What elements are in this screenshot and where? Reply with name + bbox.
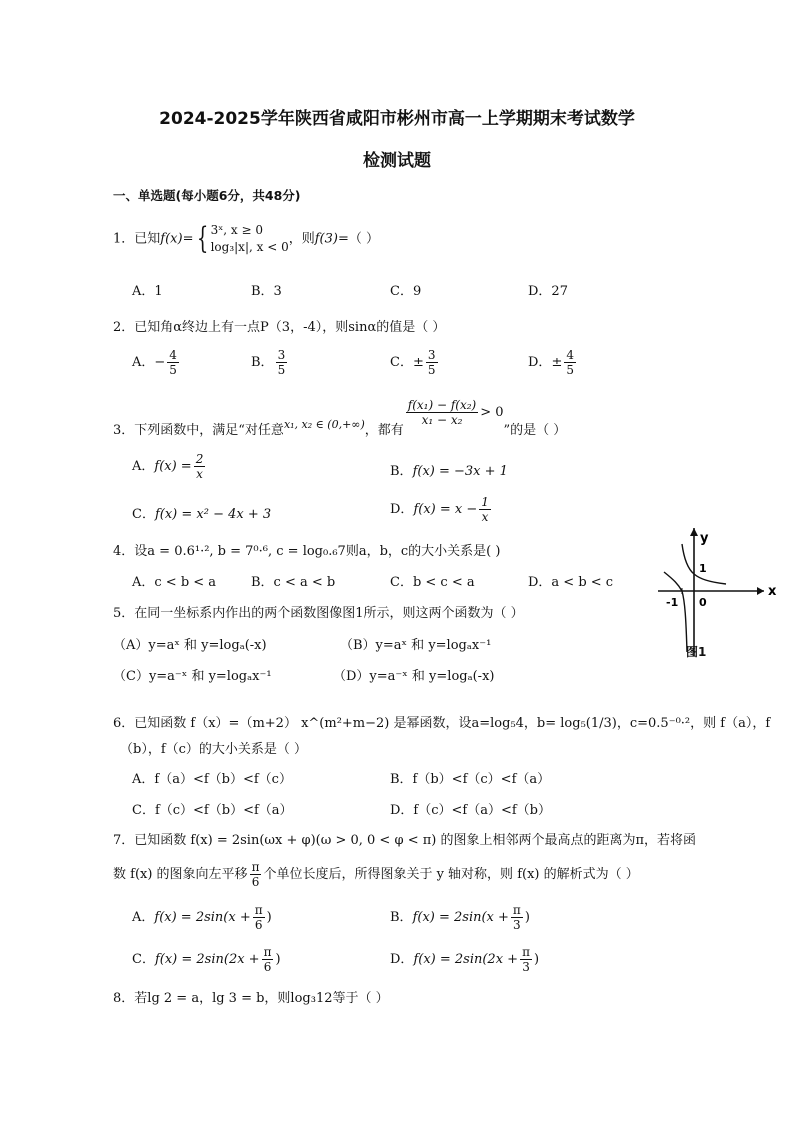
function-name: f(x)= [160,231,194,247]
numerator: π [251,860,260,874]
question-7 [113,829,696,848]
option-c[interactable]: （C）y=a⁻ˣ 和 y=logₐx⁻¹ [113,669,272,684]
denominator: x₁ − x₂ [421,413,463,427]
option-expression: f(x) = x² − 4x + 3 [154,507,272,522]
numerator: 4 [566,348,574,362]
denominator: 5 [566,363,574,377]
sign: ± [412,355,424,370]
option-a[interactable] [132,452,207,481]
option-d[interactable]: D．a < b < c [528,575,614,590]
piecewise-definition [211,222,289,256]
option-a[interactable]: A．f（a）<f（b）<f（c） [132,772,292,787]
close-paren: ) [524,910,530,925]
numerator: 1 [481,495,489,509]
question-stem: ，则 [288,231,315,247]
option-expression: f(x) = 2sin(x + [154,910,251,925]
numerator: 3 [427,348,436,362]
question-8 [113,987,389,1006]
question-stem: 已知 [134,231,161,247]
option-expression: f(x) = −3x + 1 [412,464,508,479]
denominator: 5 [277,363,286,377]
option-label: D． [528,355,552,370]
option-d[interactable]: D．f（c）<f（a）<f（b） [390,803,551,818]
page-subtitle: 检测试题 [363,151,431,171]
fraction [194,452,206,481]
question-number: 6． [113,716,135,731]
option-a[interactable] [132,348,181,377]
inequality: > 0 [480,405,504,420]
close-paren: ) [275,952,281,967]
option-label: D． [390,502,414,517]
denominator: 6 [251,875,260,889]
fraction [426,348,438,377]
question-stem: 已知角α终边上有一点P（3，-4），则sinα的值是（ ） [134,320,446,335]
denominator: 5 [169,363,177,377]
question-stem: 数 f(x) 的图象向左平移 [113,867,248,882]
option-label: C． [132,952,155,967]
question-stem: 个单位长度后，所得图象关于 y 轴对称，则 f(x) 的解析式为（ ） [263,867,639,882]
figure-caption: 图1 [686,645,707,659]
option-label: C． [132,507,155,522]
denominator: 3 [522,960,530,974]
question-number: 3． [113,423,135,438]
question-stem: ”的是（ ） [503,423,567,438]
option-expression: f(x) = 2sin(x + [412,910,509,925]
option-b[interactable] [390,903,530,932]
logarithmic-curve [664,572,687,652]
option-d[interactable] [390,945,539,974]
option-label: A． [132,459,155,474]
question-2 [113,316,445,335]
fraction [253,903,265,932]
denominator: 6 [254,918,263,932]
option-expression: f(x) = [154,459,192,474]
question-number: 2． [113,320,135,335]
y-axis-label: y [700,531,709,546]
option-b[interactable]: B．f（b）<f（c）<f（a） [390,772,551,787]
option-c[interactable] [132,503,271,522]
question-1 [113,222,379,256]
option-a[interactable]: A．c < b < a [132,575,217,590]
question-5 [113,602,524,621]
fraction [167,348,179,377]
question-stem: 已知函数 f(x) = 2sin(ωx + φ)(ω > 0, 0 < φ < π) 的图象上相邻两个最高点的距离为π，若将函 [134,833,697,848]
question-number: 7． [113,833,135,848]
close-paren: ) [533,952,540,967]
denominator: 6 [263,960,272,974]
question-number: 4． [113,544,135,559]
option-label: D． [390,952,414,967]
question-7-continued [113,860,639,889]
question-stem: ，都有 [364,423,404,438]
x-axis-arrow [757,587,764,595]
question-stem: 若lg 2 = a，lg 3 = b，则log₃12等于（ ） [134,991,389,1006]
denominator: x [196,467,203,481]
option-label: B． [390,464,413,479]
question-stem: 设a = 0.6¹·², b = 7⁰·⁶, c = log₀.₆7则a，b，c的大小关系是( ) [134,544,501,559]
option-d[interactable]: D．27 [528,284,568,299]
option-c[interactable] [390,348,440,377]
numerator: f(x₁) − f(x₂) [407,398,477,412]
fraction [479,495,491,524]
section-heading: 一、单选题(每小题6分，共48分) [113,188,301,203]
question-3 [113,398,566,438]
option-c[interactable]: C．9 [390,284,422,299]
piece-1: 3ˣ, x ≥ 0 [210,223,264,237]
option-label: C． [390,355,413,370]
option-expression: f(x) = 2sin(2x + [413,952,519,967]
question-stem: 下列函数中，满足“对任意 [134,423,284,438]
page-title: 2024-2025学年陕西省咸阳市彬州市高一上学期期末考试数学 [159,109,635,129]
option-label: A． [132,355,155,370]
option-a[interactable]: （A）y=aˣ 和 y=logₐ(-x) [113,638,267,653]
question-6-continued: （b），f（c）的大小关系是（ ） [120,742,308,757]
option-expression: f(x) = 2sin(2x + [154,952,260,967]
option-b[interactable]: B．c < a < b [251,575,336,590]
fraction [564,348,576,377]
fraction [511,903,523,932]
option-a[interactable]: A．1 [132,284,163,299]
fraction [250,860,262,889]
figure-1-graph [654,524,784,664]
question-4 [113,540,500,559]
y-tick-label: 1 [699,562,707,575]
condition-fraction [406,398,478,427]
sign: ± [551,355,563,370]
fraction [520,945,532,974]
numerator: 3 [277,348,286,362]
numerator: π [254,903,263,917]
option-d[interactable]: （D）y=a⁻ˣ 和 y=logₐ(-x) [333,669,495,684]
question-stem: 在同一坐标系内作出的两个函数图像图1所示，则这两个函数为（ ） [134,606,524,621]
denominator: 5 [427,363,436,377]
option-b[interactable] [390,460,508,479]
variables: x₁, x₂ ∈ (0,+∞) [283,418,365,431]
origin-label: 0 [699,596,707,609]
question-stem: 已知函数 f（x）=（m+2） x^(m²+m−2) 是幂函数，设a=log₅4，b= log₅(1/3)，c=0.5⁻⁰·²，则 f（a），f [134,716,771,731]
x-tick-label: -1 [666,596,679,609]
numerator: π [522,945,530,959]
question-ask: f(3)= [314,231,349,247]
x-axis-label: x [768,584,777,599]
option-c[interactable] [132,945,281,974]
question-number: 5． [113,606,135,621]
numerator: π [512,903,521,917]
denominator: x [481,510,489,524]
piece-2: log₃|x|, x < 0 [210,240,289,254]
numerator: π [263,945,272,959]
option-c[interactable]: C．f（c）<f（b）<f（a） [132,803,293,818]
option-a[interactable] [132,903,272,932]
question-number: 8． [113,991,135,1006]
option-expression: f(x) = x − [413,502,478,517]
option-b[interactable]: B．3 [251,284,282,299]
option-label: B． [390,910,413,925]
fraction [262,945,274,974]
option-label: B． [251,355,274,370]
brace-symbol: { [197,221,209,256]
option-c[interactable]: C．b < c < a [390,575,475,590]
numerator: 2 [195,452,204,466]
close-paren: ) [266,910,272,925]
question-number: 1． [113,231,135,247]
option-b[interactable]: （B）y=aˣ 和 y=logₐx⁻¹ [340,638,492,653]
option-label: A． [132,910,155,925]
option-d[interactable] [390,495,493,524]
option-b[interactable] [251,348,289,377]
y-axis-arrow [690,528,698,536]
question-6 [113,712,770,731]
numerator: 4 [169,348,177,362]
denominator: 3 [513,918,521,932]
sign: − [154,355,166,370]
option-d[interactable] [528,348,578,377]
answer-blank: （ ） [348,231,379,247]
fraction [276,348,288,377]
